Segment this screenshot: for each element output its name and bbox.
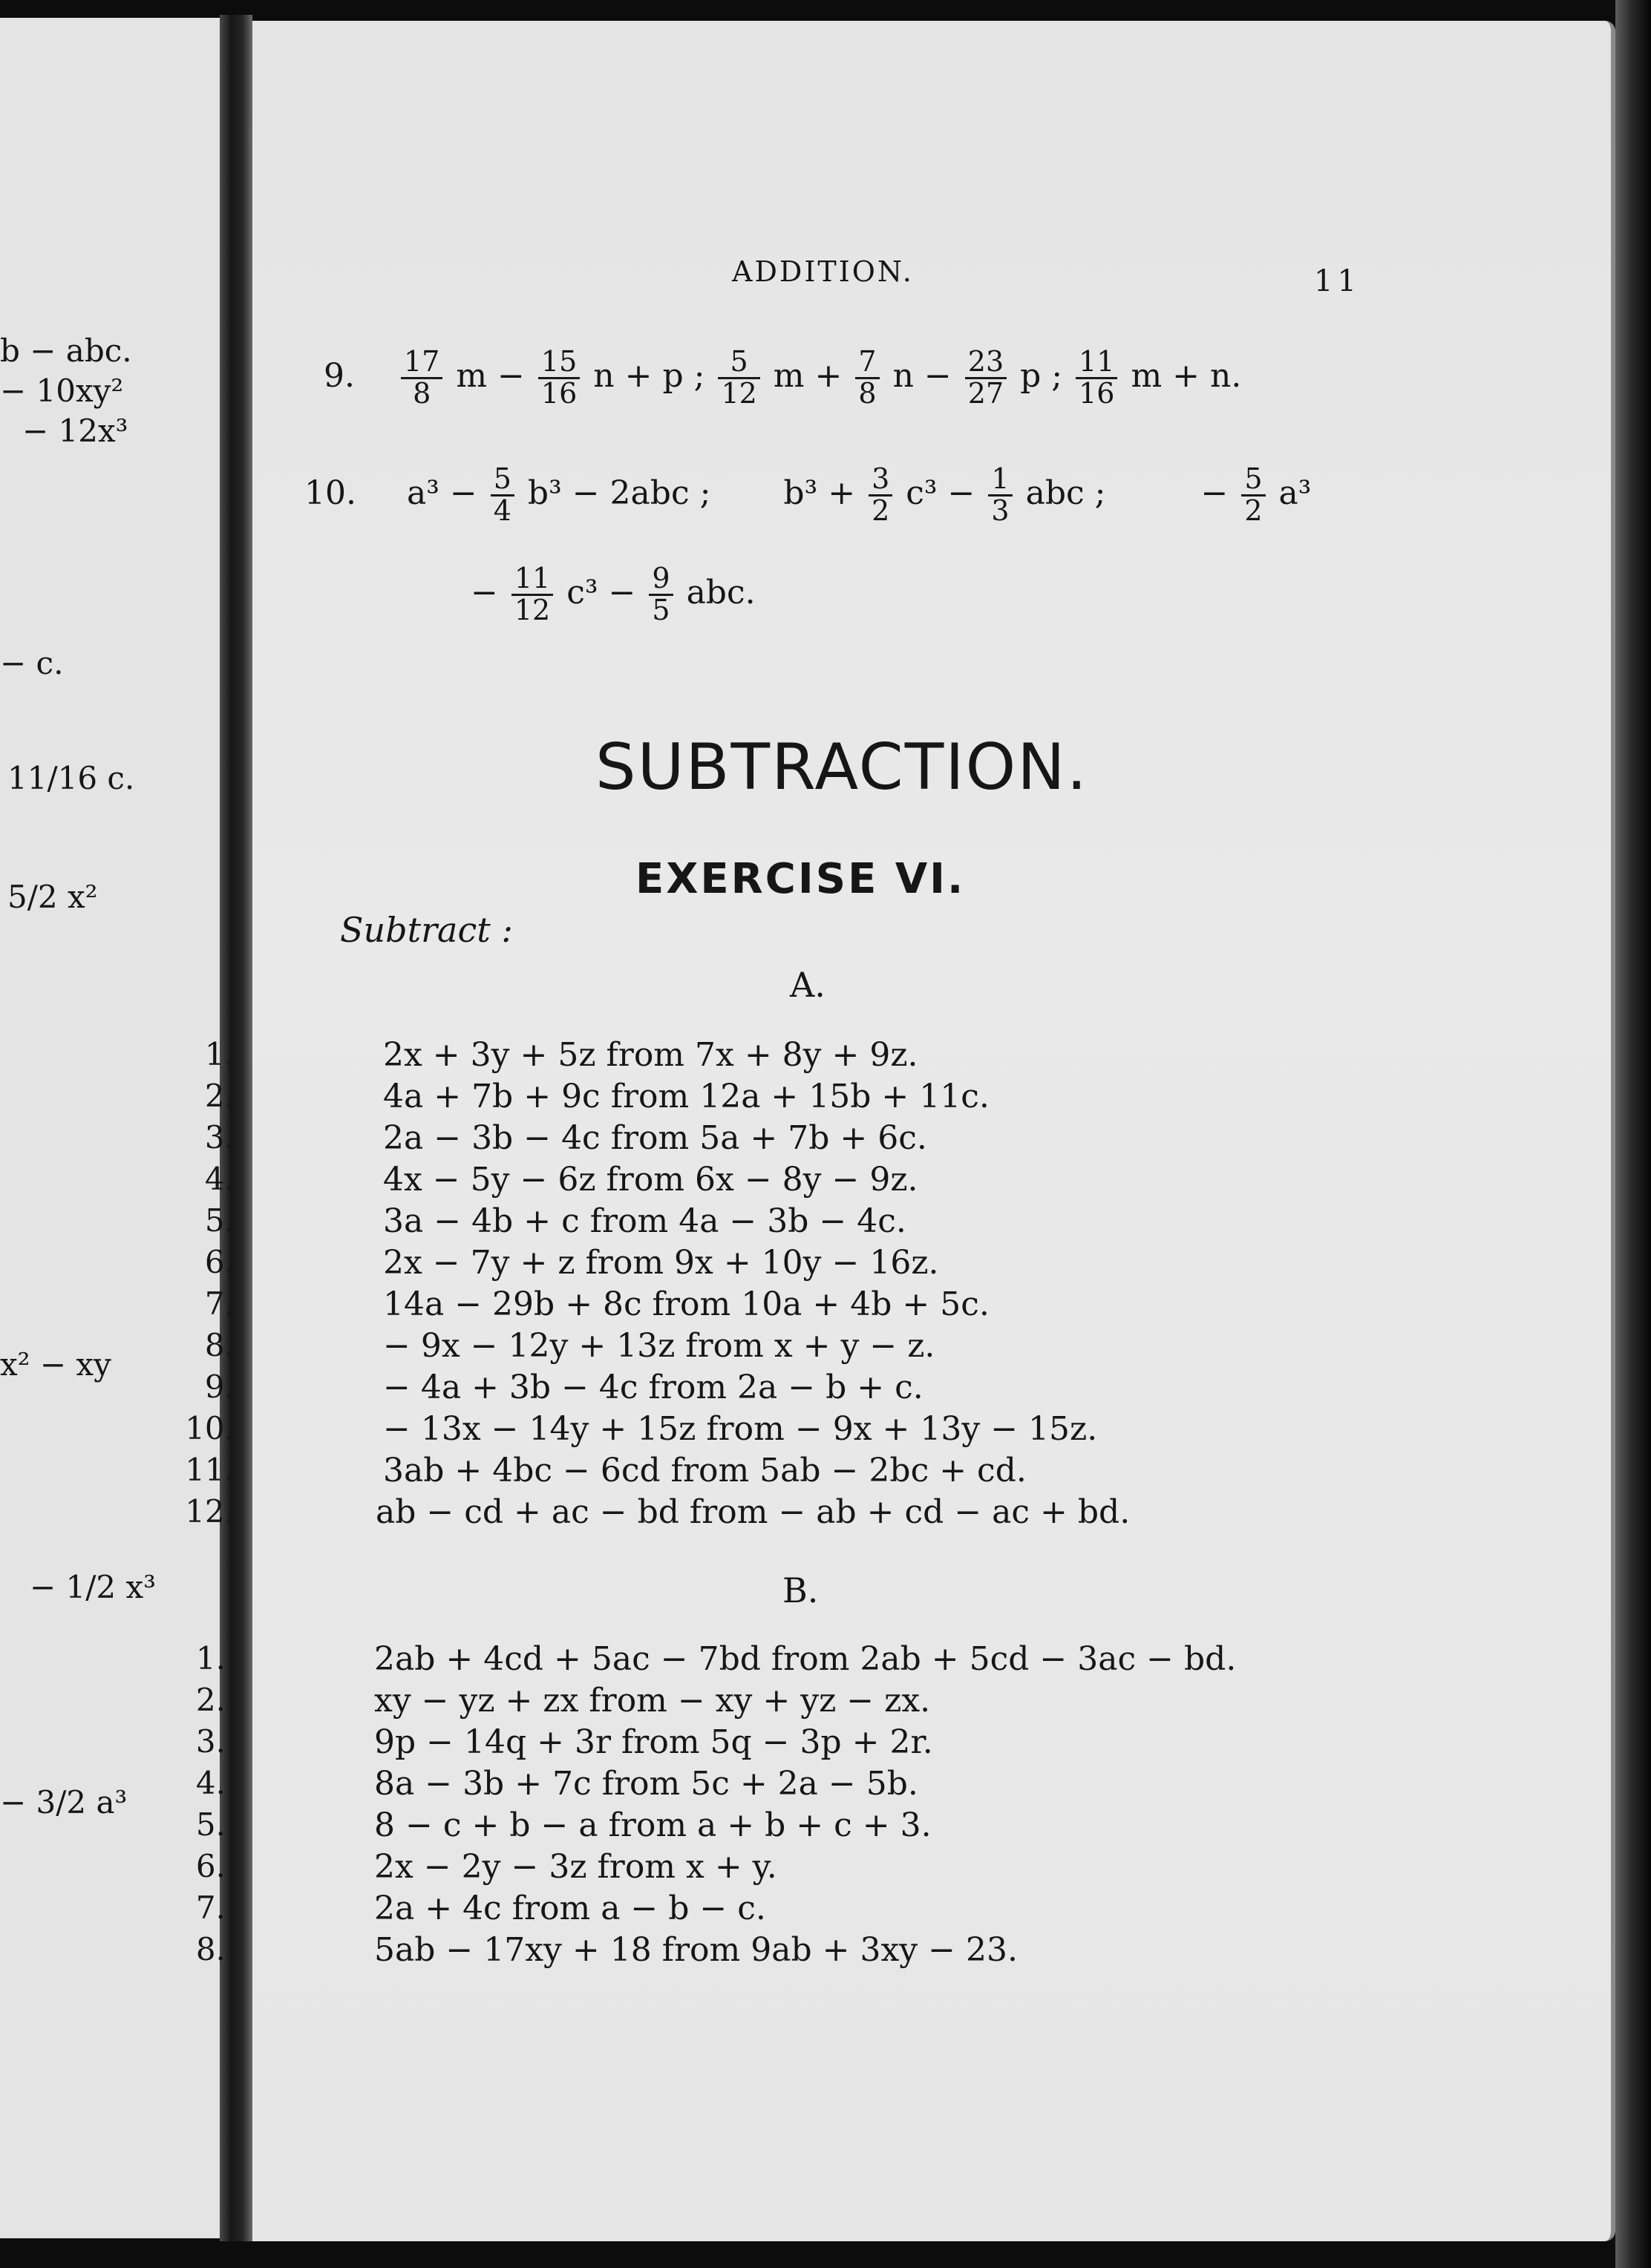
left-facing-page xyxy=(0,18,220,2238)
fraction: $\frac{5}{4}$ xyxy=(491,465,514,526)
exercise-item-10: 10. a³ − $\frac{5}{4}$ b³ − 2abc ; b³ + $\frac{3}{2}$ c³ − $\frac{1}{3}$ abc ; − $\frac{5}{2}$ a³ xyxy=(304,462,1312,527)
page-number: 11 xyxy=(1314,264,1361,298)
fraction: $\frac{3}{2}$ xyxy=(869,465,892,526)
book-page: ADDITION. 11 9. $\frac{17}{8}$ m − $\frac{15}{16}$ n + p ; $\frac{5}{12}$ m + $\frac{7}{8}$ n − $\frac{23}{27}$ p ; $\frac{11}{16}$ m + n. 10. a³ − $\frac{5}{4}$ b³ − 2abc ; b³ + $\frac{3}{2}$ c³ − $\frac{1}{3}$ abc ; − $\frac{5}{2}$ a³ − $\frac{11}{12}$ c³ − $\frac{9}{5}$ abc. SUBTRACTION. EXERCISE VI. Subtract : A. 1. 2x + 3y + 5z from 7x + 8y + 9z. 2. 4a + 7b + 9c from 12a + 15b + 11c. 3. 2a − 3b − 4c from 5a + 7b + 6c. 4. 4x − 5y − 6z from 6x − 8y − 9z. 5. 3a − 4b + c from 4a − 3b − 4c. 6. 2x − 7y + z from 9x + 10y − 16z. 7. 14a − 29b + 8c from 10a + 4b + 5c. 8. − 9x − 12y + 13z from x + y − z. 9. − 4a + 3b − 4c from 2a − b + c. 10. − 13x − 14y + 15z from − 9x + 13y − 15z. 11. 3ab + 4bc − 6cd from 5ab − 2bc + cd. 12. ab − cd + ac − bd from − ab + cd − ac + bd. B. 1. 2ab + 4cd + 5ac − 7bd from 2ab + 5cd − 3ac − bd. 2. xy − yz + zx from − xy + yz − zx. 3. 9p − 14q + 3r from 5q − 3p + 2r. 4. 8a − 3b + 7c from 5c + 2a − 5b. 5. 8 − c + b − a from a + b + c + 3. 6. 2x − 2y − 3z from x + y. 7. 2a + 4c from a − b − c. 8. 5ab − 17xy + 18 from 9ab + 3xy − 23. xyxy=(252,21,1615,2241)
left-fragment: − 12x³ xyxy=(22,413,128,449)
item-number: 9. xyxy=(324,356,355,395)
exercise-heading: EXERCISE VI. xyxy=(635,855,966,903)
fraction: $\frac{1}{3}$ xyxy=(988,465,1012,526)
fraction: $\frac{9}{5}$ xyxy=(649,564,673,626)
exercise-item-9: 9. $\frac{17}{8}$ m − $\frac{15}{16}$ n + p ; $\frac{5}{12}$ m + $\frac{7}{8}$ n − $\frac{23}{27}$ p ; $\frac{11}{16}$ m + n. xyxy=(324,345,1242,410)
part-a-label: A. xyxy=(790,965,826,1005)
left-fragment: − 10xy² xyxy=(0,373,124,409)
fraction: $\frac{5}{12}$ xyxy=(718,347,759,409)
fraction: $\frac{7}{8}$ xyxy=(855,347,879,409)
left-fragment: 11/16 c. xyxy=(7,760,135,796)
fraction: $\frac{23}{27}$ xyxy=(965,347,1007,409)
fraction: $\frac{5}{2}$ xyxy=(1241,465,1265,526)
fraction: $\frac{11}{12}$ xyxy=(511,564,553,626)
exercise-item-10-continued: − $\frac{11}{12}$ c³ − $\frac{9}{5}$ abc. xyxy=(471,562,756,626)
left-fragment: x² − xy xyxy=(0,1346,111,1383)
fraction: $\frac{15}{16}$ xyxy=(538,347,580,409)
fraction: $\frac{17}{8}$ xyxy=(401,347,442,409)
left-fragment: − c. xyxy=(0,645,64,681)
page-edge-shadow xyxy=(1615,0,1651,2268)
part-b-label: B. xyxy=(782,1570,819,1610)
left-fragment: − 3/2 a³ xyxy=(0,1784,128,1820)
left-fragment: 5/2 x² xyxy=(7,879,98,915)
section-title: SUBTRACTION. xyxy=(595,730,1088,804)
fraction: $\frac{11}{16}$ xyxy=(1076,347,1117,409)
instruction: Subtract : xyxy=(340,910,513,950)
running-title: ADDITION. xyxy=(732,255,914,288)
left-fragment: − 1/2 x³ xyxy=(30,1569,157,1605)
item-number: 10. xyxy=(304,473,356,512)
left-fragment: b − abc. xyxy=(0,332,132,369)
